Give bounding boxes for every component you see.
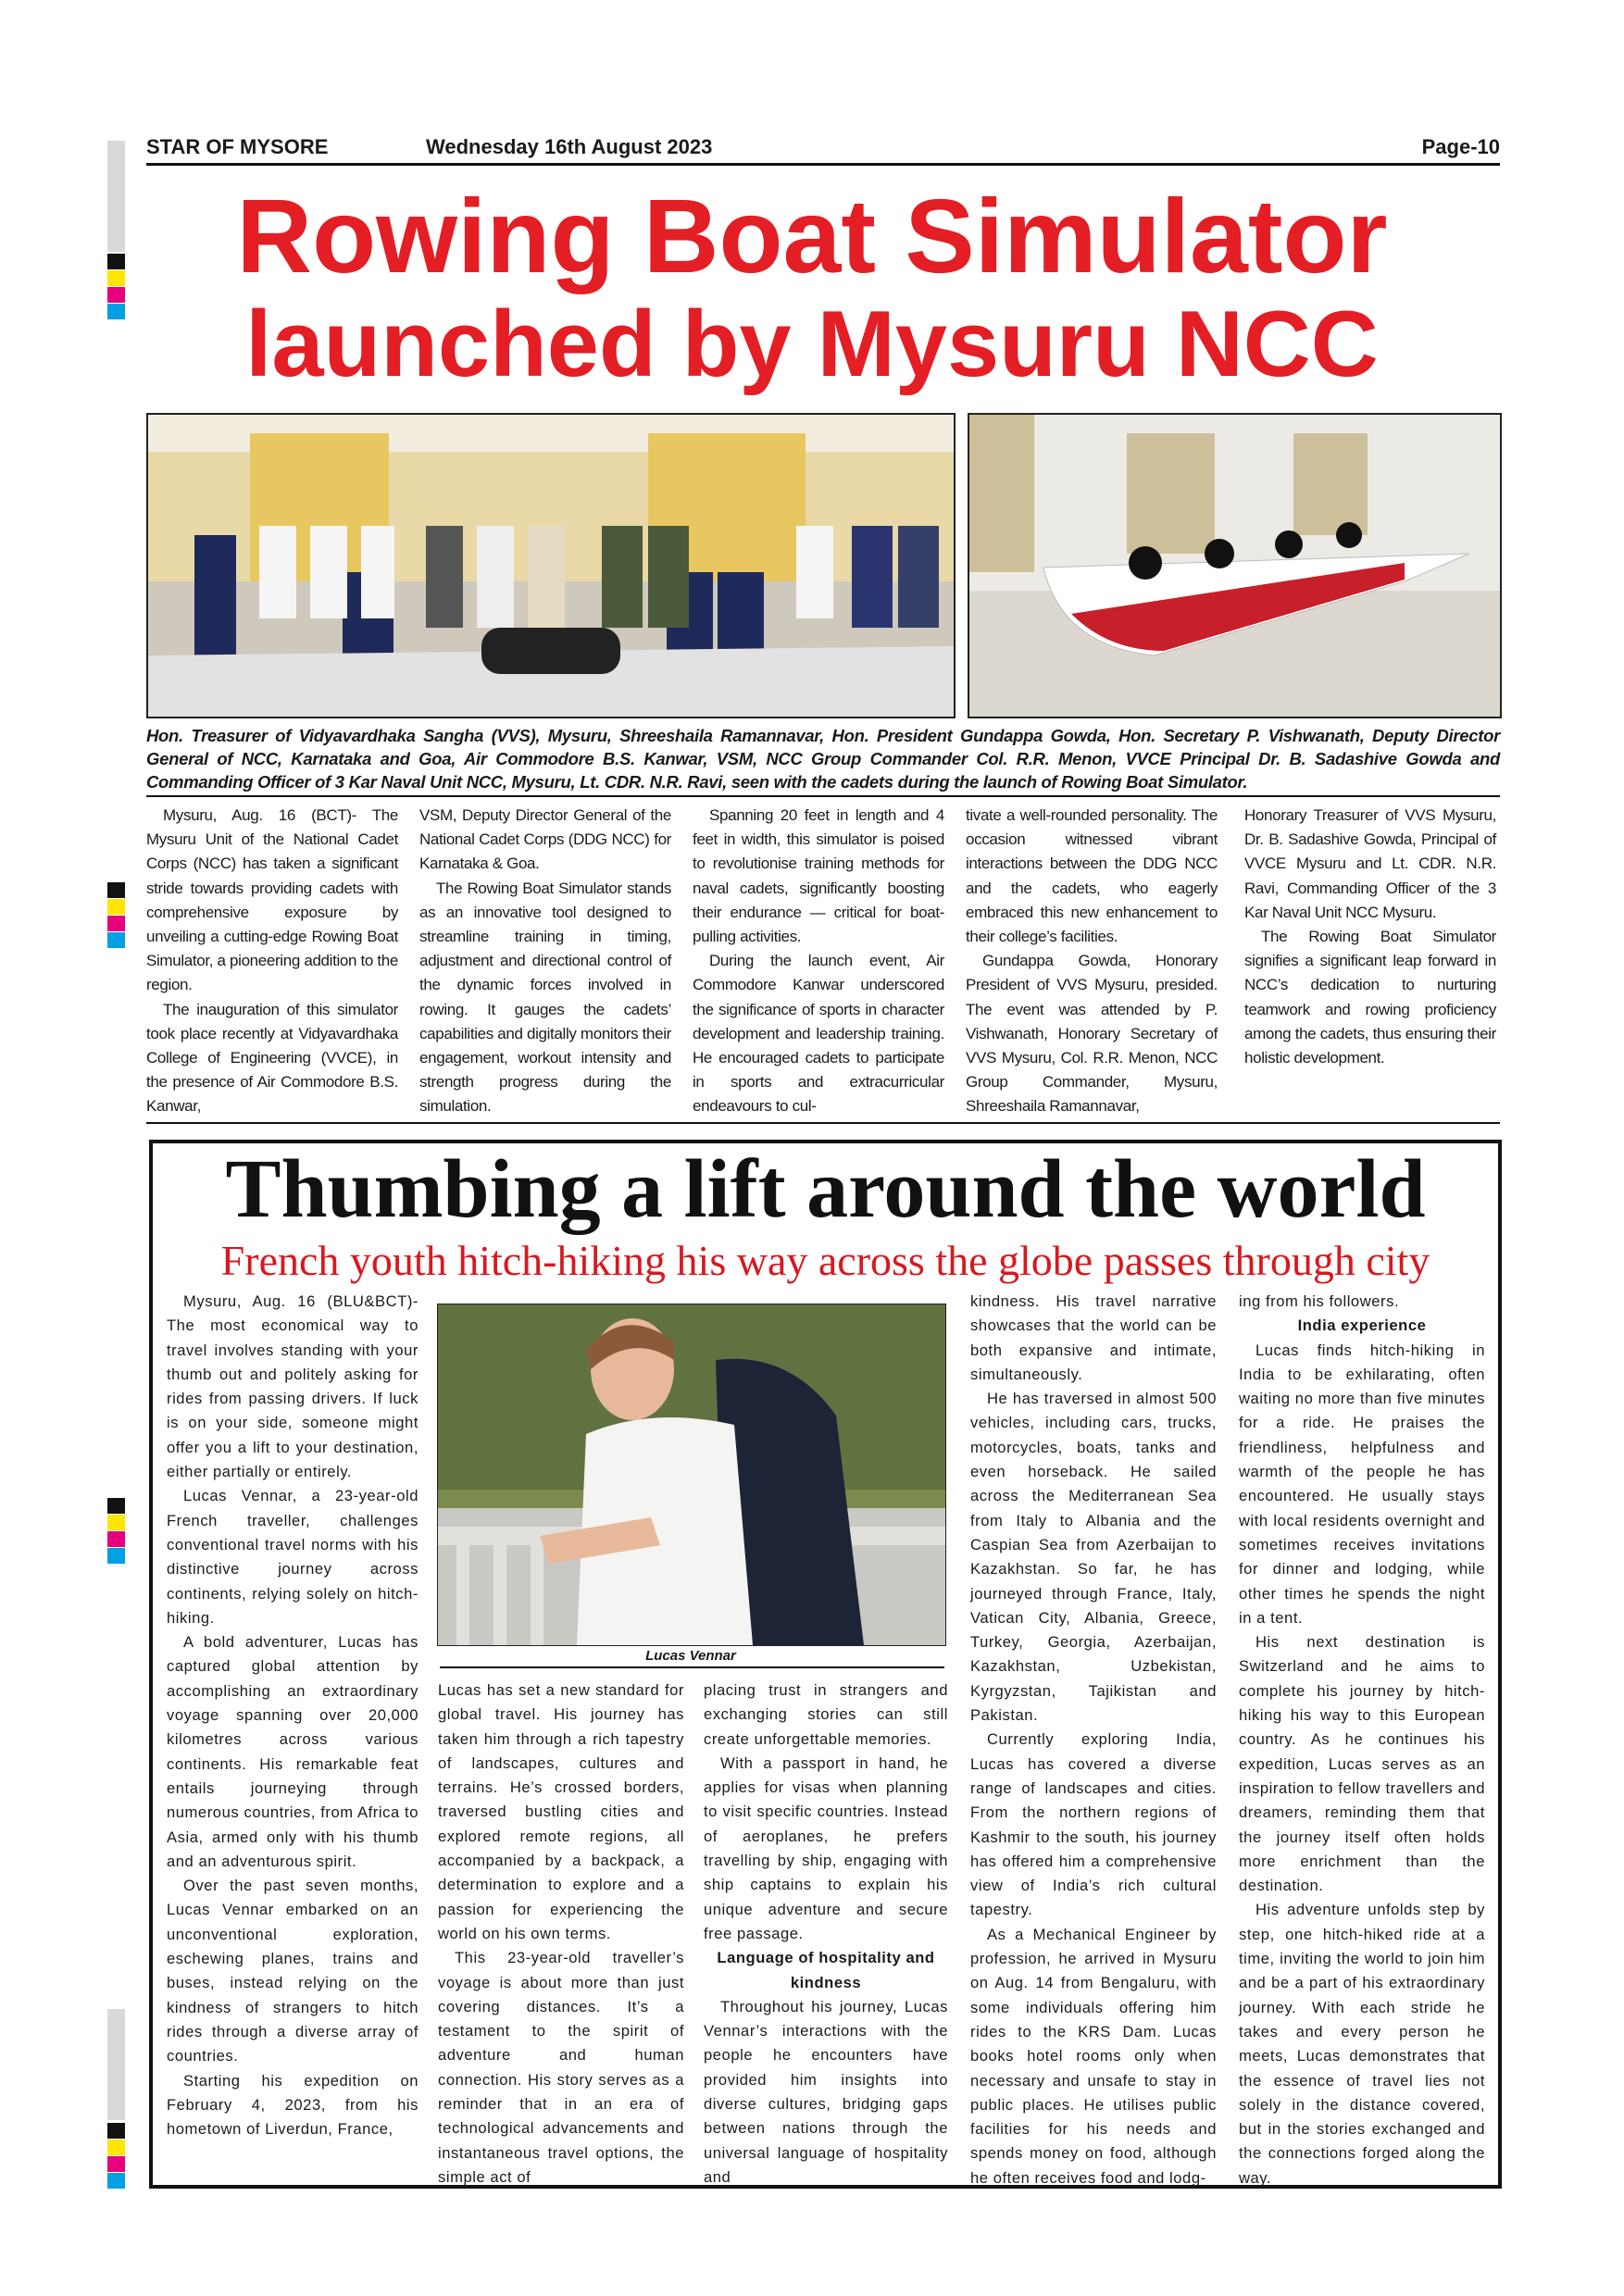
registration-mark-magenta <box>107 2156 125 2172</box>
article2-column <box>167 1290 418 2141</box>
paragraph: Over the past seven months, Lucas Vennar embarked on an unconventional exploration, eschewing planes, trains and buses, instead relying on the kindness of strangers to hitch rides through a diverse array of countries. <box>167 1877 418 2065</box>
paper-name: STAR OF MYSORE <box>146 135 329 158</box>
article1-column <box>966 804 1218 1119</box>
article2-column <box>438 1678 684 2190</box>
photo-ncc-group <box>146 413 956 718</box>
paragraph: Gundappa Gowda, Honorary President of VVS Mysuru, presided. The event was attended by P. Vishwanath, Honorary Secretary of VVS Mysuru, Col. R.R. Menon, NCC Group Commander, Mysuru, Shreeshaila Ramannavar, <box>966 952 1218 1116</box>
article1-column <box>419 804 671 1119</box>
registration-mark-yellow <box>107 2140 125 2155</box>
paragraph: Lucas finds hitch-hiking in India to be exhilarating, often waiting no more than five minutes for a ride. He praises the friendliness, helpfulness and warmth of the people he has encountered. He usually stays with local residents overnight and sometimes receives invitations for dinner and lodging, while other times he spends the night in a tent. <box>1239 1341 1485 1627</box>
paragraph: Mysuru, Aug. 16 (BLU&BCT)- The most economical way to travel involves standing with your thumb out and politely asking for rides from passing drivers. If luck is on your side, someone might offer you a lift to your destination, either partially or entirely. <box>167 1292 418 1481</box>
article2-column <box>970 1290 1217 2190</box>
paragraph: With a passport in hand, he applies for visas when planning to visit specific countries. Instead of aeroplanes, he prefers travelling by ship, engaging with ship captains to explain his unique adventure and secure free passage. <box>704 1753 948 1942</box>
paragraph: A bold adventurer, Lucas has captured global attention by accomplishing an extraordinary voyage spanning over 20,000 kilometres across various continents. His remarkable feat entails journeying through numerous countries, from Africa to Asia, armed only with his thumb and an adventurous spirit. <box>167 1633 418 1870</box>
photo-caption: Lucas Vennar <box>645 1648 736 1664</box>
paragraph: This 23-year-old traveller’s voyage is about more than just covering distances. It’s a testament to the spirit of adventure and human connection. His story serves as a reminder that in an era of technological advancements and instantaneous travel options, the simple act of <box>438 1949 684 2186</box>
registration-mark-cyan <box>107 1548 125 1564</box>
registration-mark-magenta <box>107 916 125 931</box>
paragraph: Lucas has set a new standard for global travel. His journey has taken him through a rich tapestry of landscapes, cultures and terrains. He’s crossed borders, traversed bustling cities and explored remote regions, all accompanied by a backpack, a determination to explore and a passion for experiencing the world on his own terms. <box>438 1681 684 1942</box>
photo-caption-rule <box>440 1666 944 1668</box>
paragraph: He has traversed in almost 500 vehicles, including cars, trucks, motorcycles, boats, tanks and even horseback. He sailed across the Mediterranean Sea from Italy to Albania and the Caspian Sea from Azerbaijan to Kazakhstan. So far, he has journeyed through France, Italy, Vatican City, Albania, Greece, Turkey, Georgia, Azerbaijan, Kazakhstan, Uzbekistan, Kyrgyzstan, Tajikistan and Pakistan. <box>970 1390 1217 1725</box>
photo-caption: Hon. Treasurer of Vidyavardhaka Sangha (VVS), Mysuru, Shreeshaila Ramannavar, Hon. President Gundappa Gowda, Hon. Secretary P. Vishwanath, Deputy Director General of NCC, Karnataka and Goa, Air Commodore B.S. Kanwar, VSM, NCC Group Commander Col. R.R. Menon, VVCE Principal Dr. B. Sadashive Gowda and Commanding Officer of 3 Kar Naval Unit NCC, Mysuru, Lt. CDR. N.R. Ravi, seen with the cadets during the launch of Rowing Boat Simulator. <box>146 726 1500 792</box>
masthead-rule <box>146 163 1500 166</box>
headline-line-1: Rowing Boat Simulator <box>236 178 1388 294</box>
article2-column <box>1239 1290 1485 2190</box>
paragraph: As a Mechanical Engineer by profession, he arrived in Mysuru on Aug. 14 from Bengaluru, with some individuals offering him rides to the KRS Dam. Lucas books hotel rooms only when necessary and unsafe to stay in public places. He utilises public facilities for his needs and spends money on food, although he often receives food and lodg- <box>970 1925 1217 2187</box>
paragraph: Lucas Vennar, a 23-year-old French traveller, challenges conventional travel norms with his distinctive journey across continents, relying solely on hitch-hiking. <box>167 1487 418 1627</box>
photo-lucas-vennar <box>437 1304 946 1646</box>
paragraph: Currently exploring India, Lucas has covered a diverse range of landscapes and cities. From the northern regions of Kashmir to the south, his journey has offered him a comprehensive view of India’s rich cultural tapestry. <box>970 1730 1217 1919</box>
registration-mark-cyan <box>107 2173 125 2189</box>
photo-rowing-simulator <box>968 413 1502 718</box>
article2-subheadline: French youth hitch-hiking his way across the globe passes through city <box>220 1237 1430 1284</box>
headline-line-2: launched by Mysuru NCC <box>245 293 1379 396</box>
paragraph: During the launch event, Air Commodore Kanwar underscored the significance of sports in character development and leadership training. He encouraged cadets to participate in sports and extracurricular endeavours to cul- <box>693 952 944 1116</box>
paragraph: Throughout his journey, Lucas Vennar’s interactions with the people he encounters have provided him insights into diverse cultures, bridging gaps between nations through the universal language of hospitality and <box>704 1997 948 2186</box>
page-number: Page-10 <box>1421 135 1500 158</box>
paragraph: kindness. His travel narrative showcases that the world can be both expansive and intimate, simultaneously. <box>970 1292 1217 1383</box>
paragraph: His next destination is Switzerland and he aims to complete his journey by hitch-hiking his way to this European country. As he continues his expedition, Lucas serves as an inspiration to fellow travellers and dreamers, reminding them that the journey itself often holds more enrichment than the destination. <box>1239 1633 1485 1895</box>
issue-date: Wednesday 16th August 2023 <box>426 135 713 158</box>
paragraph: VSM, Deputy Director General of the National Cadet Corps (DDG NCC) for Karnataka & Goa. <box>419 806 671 873</box>
registration-mark-black <box>107 1498 125 1514</box>
section-rule <box>146 1122 1500 1124</box>
paragraph: Honorary Treasurer of VVS Mysuru, Dr. B. Sadashive Gowda, Principal of VVCE Mysuru and Lt. CDR. N.R. Ravi, Commanding Officer of the 3 Kar Naval Unit NCC Mysuru. <box>1244 806 1496 921</box>
article2-column <box>704 1678 948 2190</box>
article1-column <box>693 804 944 1119</box>
registration-mark-yellow <box>107 1515 125 1530</box>
paragraph: The Rowing Boat Simulator signifies a significant leap forward in NCC’s dedication to nurturing teamwork and rowing proficiency among the cadets, thus ensuring their holistic development. <box>1244 928 1496 1067</box>
paragraph: tivate a well-rounded personality. The occasion witnessed vibrant interactions between the DDG NCC and the cadets, who eagerly embraced this new enhancement to their college’s facilities. <box>966 806 1218 946</box>
article2-headline: Thumbing a lift around the world <box>225 1143 1426 1235</box>
paragraph: His adventure unfolds step by step, one hitch-hiked ride at a time, inviting the world to join him and be a part of his extraordinary journey. With each stride he takes and every person he meets, Lucas demonstrates that the essence of travel lies not solely in the distance covered, but in the stories exchanged and the connections forged along the way. <box>1239 1901 1485 2187</box>
paragraph: The Rowing Boat Simulator stands as an innovative tool designed to streamline training in timing, adjustment and directional control of the dynamic forces involved in rowing. It gauges the cadets’ capabilities and digitally monitors their engagement, workout intensity and strength progress during the simulation. <box>419 879 671 1116</box>
paragraph: Spanning 20 feet in length and 4 feet in width, this simulator is poised to revolutionise training methods for naval cadets, significantly boosting their endurance — critical for boat-pulling activities. <box>693 806 944 946</box>
registration-mark-yellow <box>107 899 125 915</box>
paragraph: placing trust in strangers and exchanging stories can still create unforgettable memories. <box>704 1681 948 1748</box>
subheading: Language of hospitality and kindness <box>717 1949 935 1991</box>
registration-mark-black <box>107 2123 125 2139</box>
article1-column <box>146 804 398 1119</box>
registration-mark-cyan <box>107 932 125 948</box>
paragraph: The inauguration of this simulator took place recently at Vidyavardhaka College of Engineering (VVCE), in the presence of Air Commodore B.S. Kanwar, <box>146 1000 398 1116</box>
paragraph: Starting his expedition on February 4, 2023, from his hometown of Liverdun, France, <box>167 2071 418 2139</box>
subheading: India experience <box>1297 1316 1427 1335</box>
registration-mark-magenta <box>107 1531 125 1547</box>
paragraph: ing from his followers. <box>1239 1292 1400 1310</box>
paragraph: Mysuru, Aug. 16 (BCT)- The Mysuru Unit of the National Cadet Corps (NCC) has taken a significant stride towards providing cadets with comprehensive exposure by unveiling a cutting-edge Rowing Boat Simulator, a pioneering addition to the region. <box>146 806 398 994</box>
caption-rule <box>146 795 1500 797</box>
article1-column <box>1244 804 1496 1070</box>
registration-mark-black <box>107 882 125 898</box>
registration-bar <box>107 2009 125 2120</box>
